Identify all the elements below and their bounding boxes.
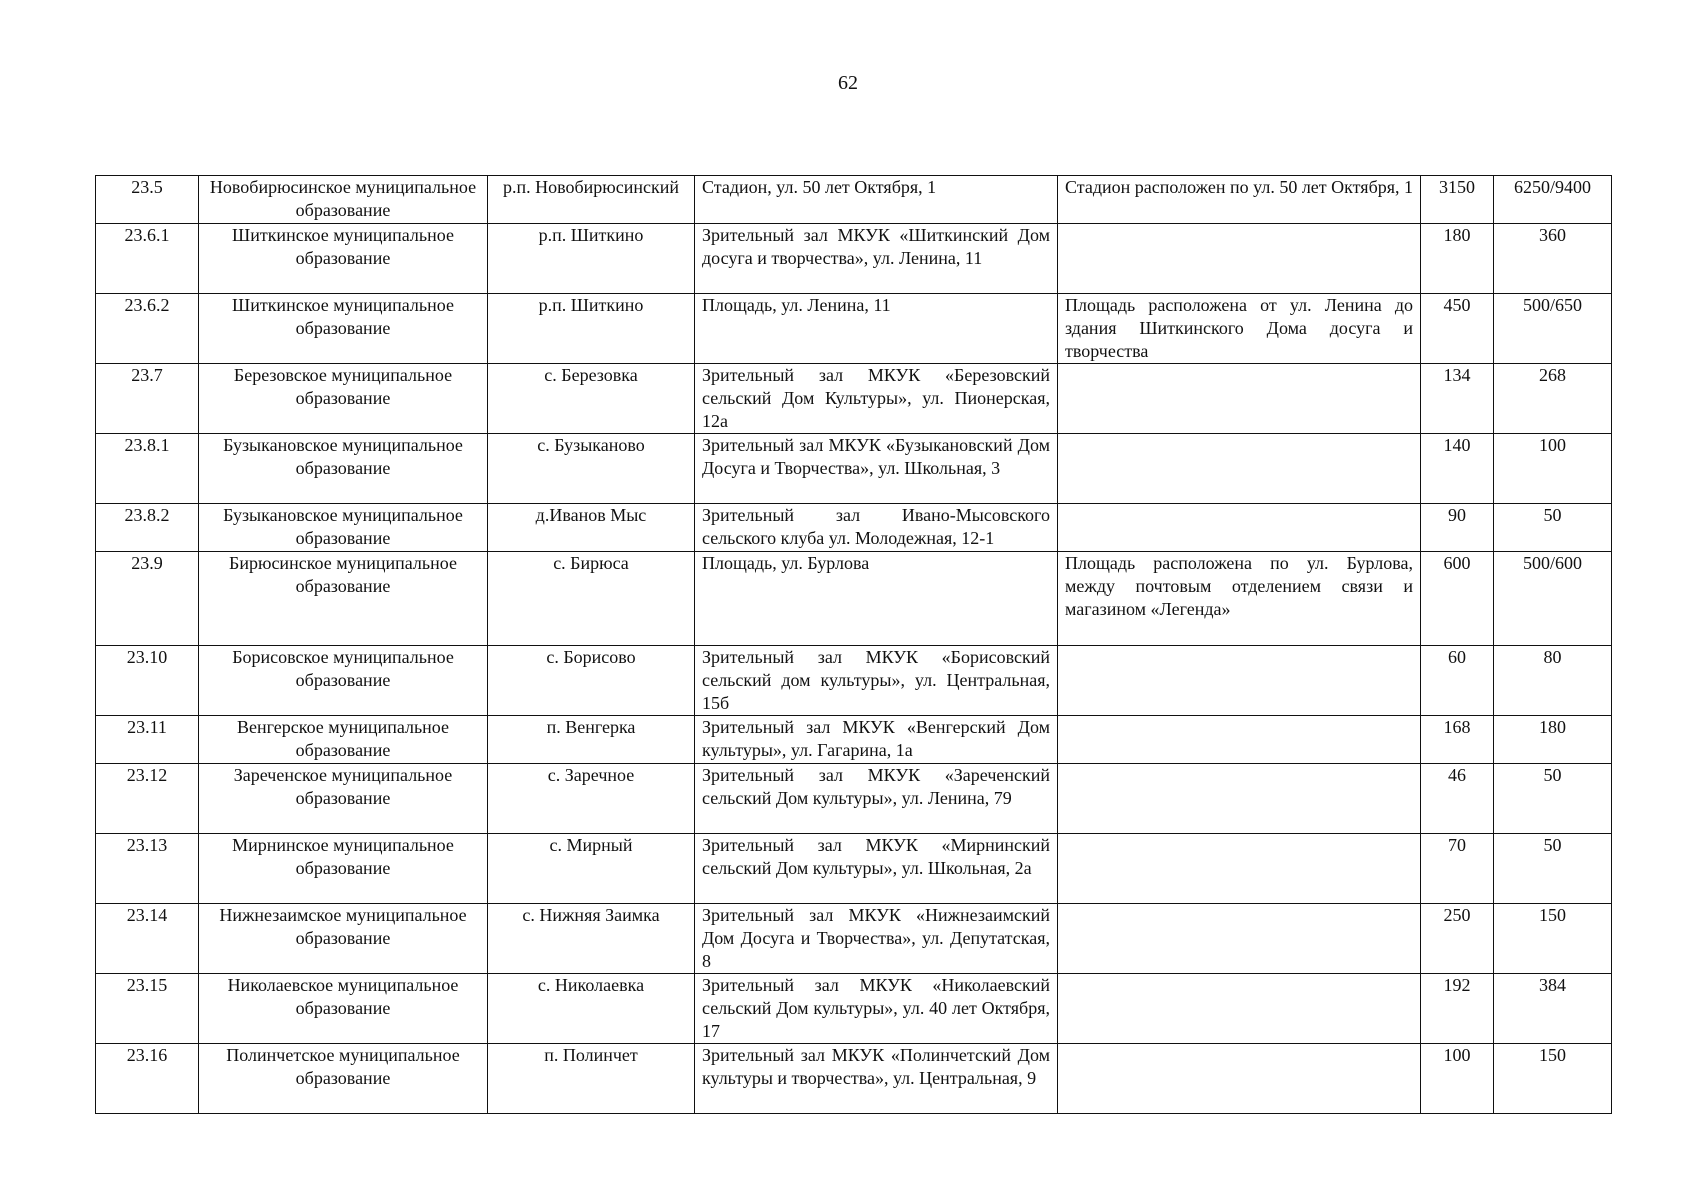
row-number: 23.9	[96, 552, 199, 646]
venue-description	[1058, 434, 1421, 504]
people-count: 150	[1494, 904, 1612, 974]
venue-address: Зрительный зал МКУК «Полинчетский Дом культуры и творчества», ул. Центральная, 9	[695, 1044, 1058, 1114]
municipality-name: Бузыкановское муниципальное образование	[199, 434, 488, 504]
locality-name: д.Иванов Мыс	[488, 504, 695, 552]
people-count: 6250/9400	[1494, 176, 1612, 224]
venue-capacity: 3150	[1421, 176, 1494, 224]
venue-address: Площадь, ул. Бурлова	[695, 552, 1058, 646]
municipality-name: Венгерское муниципальное образование	[199, 716, 488, 764]
venue-capacity: 140	[1421, 434, 1494, 504]
venue-description	[1058, 834, 1421, 904]
venue-capacity: 90	[1421, 504, 1494, 552]
locality-name: с. Николаевка	[488, 974, 695, 1044]
venue-description	[1058, 504, 1421, 552]
table-row	[96, 224, 1612, 294]
venue-description	[1058, 1044, 1421, 1114]
people-count: 150	[1494, 1044, 1612, 1114]
people-count: 100	[1494, 434, 1612, 504]
venue-capacity: 192	[1421, 974, 1494, 1044]
venue-address: Зрительный зал МКУК «Николаевский сельский Дом культуры», ул. 40 лет Октября, 17	[695, 974, 1058, 1044]
municipality-name: Шиткинское муниципальное образование	[199, 294, 488, 364]
table-row	[96, 364, 1612, 434]
venue-description	[1058, 974, 1421, 1044]
table-row	[96, 434, 1612, 504]
venue-address: Зрительный зал МКУК «Зареченский сельский Дом культуры», ул. Ленина, 79	[695, 764, 1058, 834]
table-row	[96, 834, 1612, 904]
venue-capacity: 46	[1421, 764, 1494, 834]
row-number: 23.10	[96, 646, 199, 716]
municipality-name: Шиткинское муниципальное образование	[199, 224, 488, 294]
locality-name: р.п. Шиткино	[488, 224, 695, 294]
table-row	[96, 716, 1612, 764]
row-number: 23.6.1	[96, 224, 199, 294]
venue-capacity: 60	[1421, 646, 1494, 716]
people-count: 500/650	[1494, 294, 1612, 364]
table-row	[96, 904, 1612, 974]
venue-description	[1058, 364, 1421, 434]
locality-name: с. Мирный	[488, 834, 695, 904]
table-row	[96, 176, 1612, 224]
venue-address: Зрительный зал МКУК «Шиткинский Дом досуга и творчества», ул. Ленина, 11	[695, 224, 1058, 294]
row-number: 23.5	[96, 176, 199, 224]
venue-description: Площадь расположена по ул. Бурлова, между почтовым отделением связи и магазином «Легенда»	[1058, 552, 1421, 646]
municipality-name: Зареченское муниципальное образование	[199, 764, 488, 834]
venue-description: Стадион расположен по ул. 50 лет Октября, 1	[1058, 176, 1421, 224]
people-count: 50	[1494, 834, 1612, 904]
venue-description: Площадь расположена от ул. Ленина до здания Шиткинского Дома досуга и творчества	[1058, 294, 1421, 364]
municipality-name: Борисовское муниципальное образование	[199, 646, 488, 716]
venue-address: Зрительный зал Ивано-Мысовского сельского клуба ул. Молодежная, 12-1	[695, 504, 1058, 552]
venue-address: Зрительный зал МКУК «Нижнезаимский Дом Досуга и Творчества», ул. Депутатская, 8	[695, 904, 1058, 974]
row-number: 23.15	[96, 974, 199, 1044]
locality-name: р.п. Шиткино	[488, 294, 695, 364]
people-count: 180	[1494, 716, 1612, 764]
venue-capacity: 180	[1421, 224, 1494, 294]
people-count: 50	[1494, 504, 1612, 552]
venue-capacity: 168	[1421, 716, 1494, 764]
people-count: 50	[1494, 764, 1612, 834]
venue-description	[1058, 646, 1421, 716]
venue-address: Зрительный зал МКУК «Борисовский сельский дом культуры», ул. Центральная, 15б	[695, 646, 1058, 716]
row-number: 23.14	[96, 904, 199, 974]
locality-name: с. Борисово	[488, 646, 695, 716]
venue-address: Зрительный зал МКУК «Мирнинский сельский Дом культуры», ул. Школьная, 2а	[695, 834, 1058, 904]
locality-name: р.п. Новобирюсинский	[488, 176, 695, 224]
table-row	[96, 1044, 1612, 1114]
municipality-name: Нижнезаимское муниципальное образование	[199, 904, 488, 974]
municipality-name: Березовское муниципальное образование	[199, 364, 488, 434]
row-number: 23.13	[96, 834, 199, 904]
people-count: 268	[1494, 364, 1612, 434]
venues-table	[95, 175, 1612, 1114]
venue-address: Зрительный зал МКУК «Бузыкановский Дом Досуга и Творчества», ул. Школьная, 3	[695, 434, 1058, 504]
people-count: 500/600	[1494, 552, 1612, 646]
venue-capacity: 134	[1421, 364, 1494, 434]
table-row	[96, 974, 1612, 1044]
venue-address: Зрительный зал МКУК «Венгерский Дом культуры», ул. Гагарина, 1а	[695, 716, 1058, 764]
venue-description	[1058, 904, 1421, 974]
table-row	[96, 504, 1612, 552]
venue-capacity: 450	[1421, 294, 1494, 364]
municipality-name: Бирюсинское муниципальное образование	[199, 552, 488, 646]
venue-description	[1058, 716, 1421, 764]
row-number: 23.6.2	[96, 294, 199, 364]
page-number: 62	[838, 72, 858, 94]
row-number: 23.11	[96, 716, 199, 764]
table-row	[96, 552, 1612, 646]
locality-name: с. Березовка	[488, 364, 695, 434]
municipality-name: Николаевское муниципальное образование	[199, 974, 488, 1044]
venue-capacity: 250	[1421, 904, 1494, 974]
locality-name: с. Заречное	[488, 764, 695, 834]
municipality-name: Бузыкановское муниципальное образование	[199, 504, 488, 552]
row-number: 23.12	[96, 764, 199, 834]
row-number: 23.16	[96, 1044, 199, 1114]
row-number: 23.8.2	[96, 504, 199, 552]
row-number: 23.7	[96, 364, 199, 434]
table-body	[96, 176, 1612, 1114]
venue-address: Зрительный зал МКУК «Березовский сельский Дом Культуры», ул. Пионерская, 12а	[695, 364, 1058, 434]
table-row	[96, 764, 1612, 834]
venue-capacity: 600	[1421, 552, 1494, 646]
municipality-name: Полинчетское муниципальное образование	[199, 1044, 488, 1114]
locality-name: с. Бузыканово	[488, 434, 695, 504]
venue-description	[1058, 224, 1421, 294]
locality-name: п. Венгерка	[488, 716, 695, 764]
table-row	[96, 646, 1612, 716]
people-count: 80	[1494, 646, 1612, 716]
venue-address: Площадь, ул. Ленина, 11	[695, 294, 1058, 364]
venue-capacity: 70	[1421, 834, 1494, 904]
people-count: 384	[1494, 974, 1612, 1044]
locality-name: с. Нижняя Заимка	[488, 904, 695, 974]
locality-name: п. Полинчет	[488, 1044, 695, 1114]
venue-description	[1058, 764, 1421, 834]
people-count: 360	[1494, 224, 1612, 294]
venue-capacity: 100	[1421, 1044, 1494, 1114]
venue-address: Стадион, ул. 50 лет Октября, 1	[695, 176, 1058, 224]
table-row	[96, 294, 1612, 364]
municipality-name: Новобирюсинское муниципальное образование	[199, 176, 488, 224]
municipality-name: Мирнинское муниципальное образование	[199, 834, 488, 904]
row-number: 23.8.1	[96, 434, 199, 504]
locality-name: с. Бирюса	[488, 552, 695, 646]
